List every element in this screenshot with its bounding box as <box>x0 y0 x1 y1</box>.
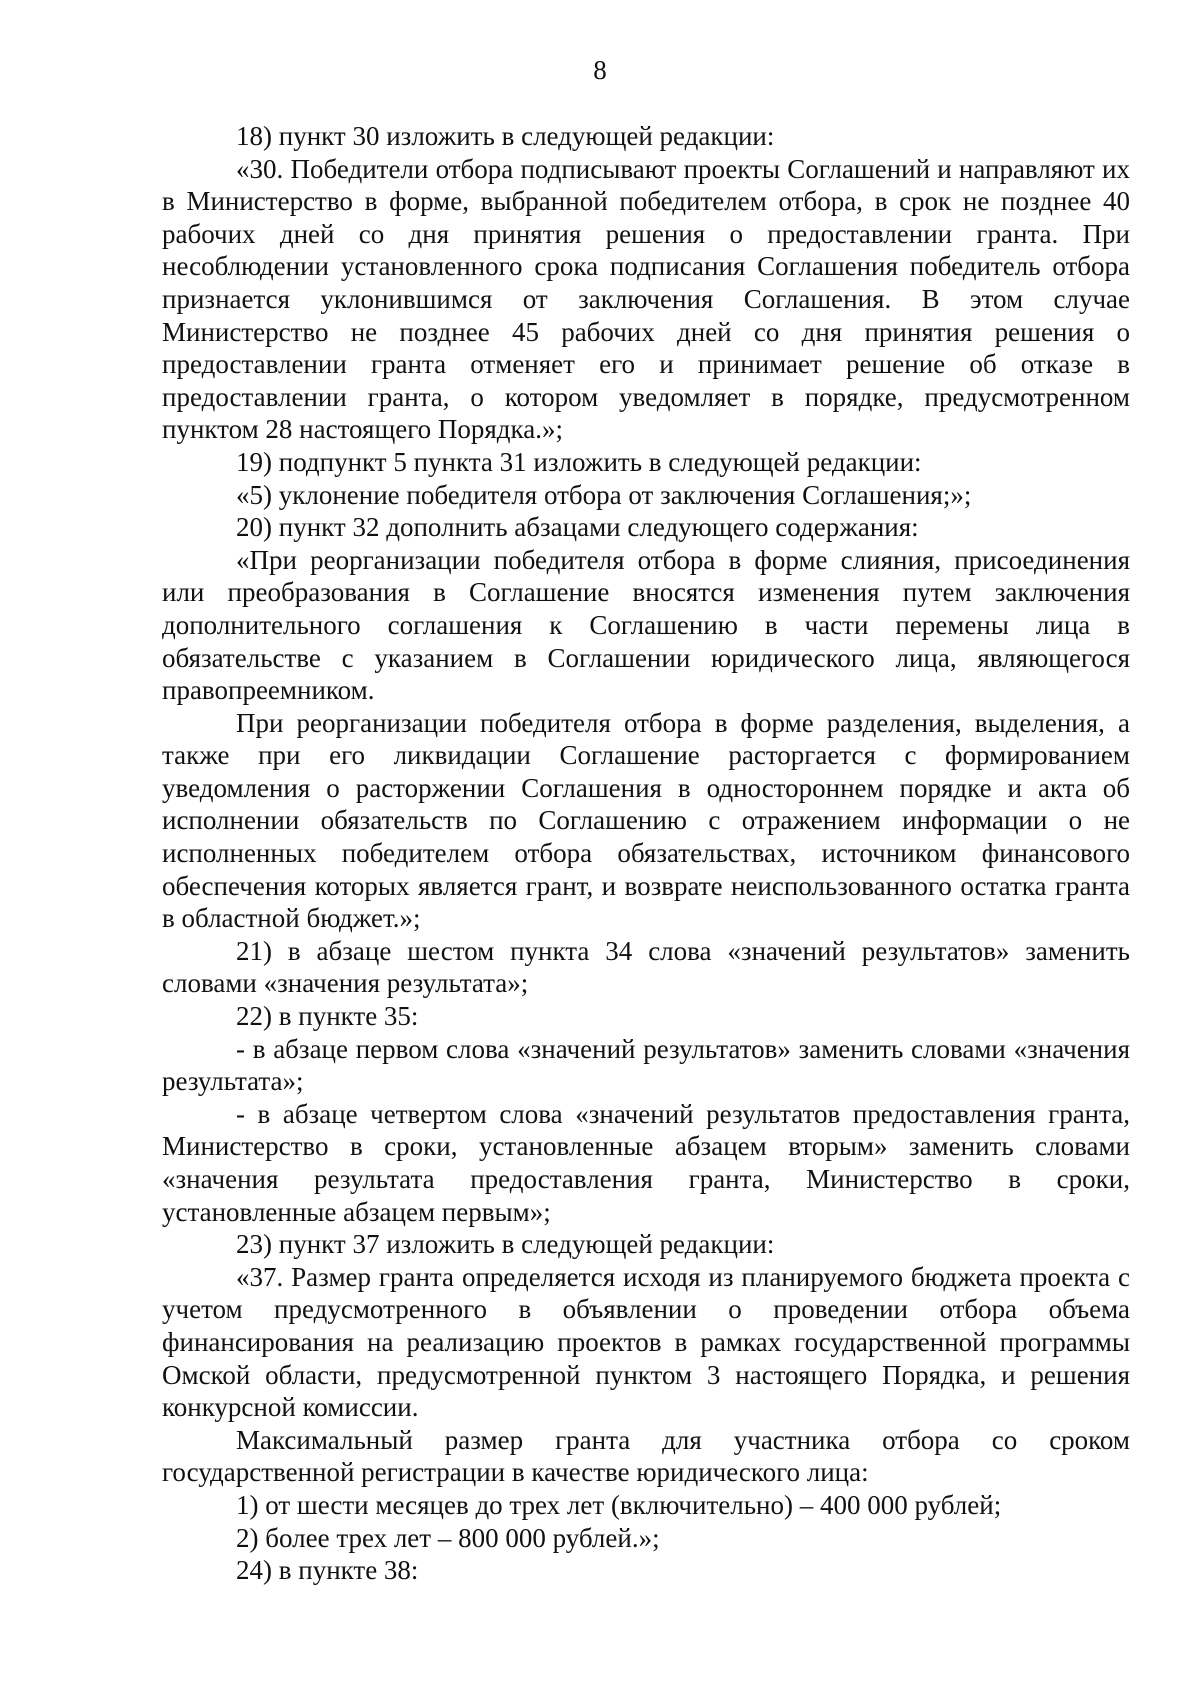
paragraph-subpoint-5: «5) уклонение победителя отбора от заключения Соглашения;»; <box>236 479 972 510</box>
paragraph-item-21: 21) в абзаце шестом пункта 34 слова «значений результатов» заменить словами «значения результата»; <box>162 935 1130 999</box>
paragraph-item-22: 22) в пункте 35: <box>236 1001 419 1032</box>
paragraph-point-37-text: «37. Размер гранта определяется исходя из планируемого бюджета проекта с учетом предусмотренного в объявлении о проведении отбора объема финансирования на реализацию проектов в рамках государственной программы Омской области, предусмотренной пунктом 3 настоящего Порядка, и решения конкурсной комиссии. <box>162 1261 1130 1423</box>
paragraph-item-19: 19) подпункт 5 пункта 31 изложить в следующей редакции: <box>236 446 922 477</box>
paragraph-reorganization-division: При реорганизации победителя отбора в форме разделения, выделения, а также при его ликвидации Соглашение расторгается с формированием уведомления о расторжении Соглашения в одностороннем порядке и акта об исполнении обязательств по Соглашению с отражением информации о не исполненных победителем отбора обязательствах, источником финансового обеспечения которых является грант, и возврате неиспользованного остатка гранта в областной бюджет.»; <box>162 707 1130 934</box>
paragraph-item-24: 24) в пункте 38: <box>236 1555 419 1586</box>
paragraph-item-23: 23) пункт 37 изложить в следующей редакции: <box>236 1229 775 1260</box>
paragraph-item-18: 18) пункт 30 изложить в следующей редакции: <box>236 121 775 151</box>
paragraph-point-30-text: «30. Победители отбора подписывают проекты Соглашений и направляют их в Министерство в форме, выбранной победителем отбора, в срок не позднее 40 рабочих дней со дня принятия решения о предоставлении гранта. При несоблюдении установленного срока подписания Соглашения победитель отбора признается уклонившимся от заключения Соглашения. В этом случае Министерство не позднее 45 рабочих дней со дня принятия решения о предоставлении гранта отменяет его и принимает решение об отказе в предоставлении гранта, о котором уведомляет в порядке, предусмотренном пунктом 28 настоящего Порядка.»; <box>162 153 1130 445</box>
paragraph-reorganization-merger: «При реорганизации победителя отбора в форме слияния, присоединения или преобразования в Соглашение вносятся изменения путем заключения дополнительного соглашения к Соглашению в части перемены лица в обязательстве с указанием в Соглашении юридического лица, являющегося правопреемником. <box>162 544 1130 706</box>
paragraph-item-20: 20) пункт 32 дополнить абзацами следующего содержания: <box>236 512 919 543</box>
paragraph-grant-option-1: 1) от шести месяцев до трех лет (включительно) – 400 000 рублей; <box>236 1489 1002 1520</box>
page-number: 8 <box>593 55 607 85</box>
paragraph-grant-option-2: 2) более трех лет – 800 000 рублей.»; <box>236 1522 660 1553</box>
paragraph-max-grant: Максимальный размер гранта для участника отбора со сроком государственной регистрации в качестве юридического лица: <box>162 1424 1130 1488</box>
paragraph-item-22-first: - в абзаце первом слова «значений результатов» заменить словами «значения результата»; <box>162 1033 1130 1097</box>
document-body <box>162 120 1130 1587</box>
paragraph-item-22-fourth: - в абзаце четвертом слова «значений результатов предоставления гранта, Министерство в сроки, установленные абзацем вторым» заменить словами «значения результата предоставления гранта, Министерство в сроки, установленные абзацем первым»; <box>162 1098 1130 1227</box>
